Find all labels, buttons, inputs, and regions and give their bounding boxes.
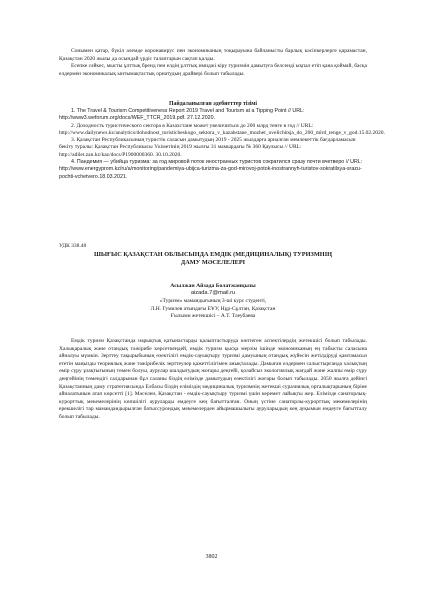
intro-paragraph: Есепке сәйкес, мысты ұлттық бренд пен елдің ұлттық имиджі кіру туризмін дамытуға белсенді ықпал етіп қана қоймай, басқа елдермен экономикалық ынтымақтастық орнатудың драйвері болып табылады. — [59, 63, 367, 77]
article-title: ШЫҒЫС ҚАЗАҚСТАН ОБЛЫСЫНДА ЕМДІК (МЕДИЦИНАЛЫҚ) ТУРИЗМНІҢ — [93, 250, 333, 258]
udk-code: УДК 338.48 — [59, 243, 87, 249]
page-number: 3802 — [205, 554, 218, 560]
author-name: Асылжан Айзада Болатжанқызы — [170, 283, 256, 289]
reference-item: 2. Доходность туристического сектора в Казахстане может увеличиться до 200 млрд тенге в год // URL: http://www.dailynews.kz/analytics/dohodnost_turisticheskogo_sektora_v_kazahstane_mozhet_uvelichitsja_do_200_mlrd_tenge_v_god.15.02.2020. — [59, 122, 385, 136]
reference-item: 4. Пандемия — убийца туризма: за год мировой поток иностранных туристов сократился сразу почти вчетверо // URL: http://www.energyprom.kz/ru/a/monitoring/pandemiya-ubijca-turizma-za-god-mirovoj-potok-inostrannyh-turistov-sokratilsya-srazu-pochti-vchetvero.18.03.2021. — [59, 159, 363, 180]
article-title: ДАМУ МӘСЕЛЕЛЕРІ — [180, 258, 246, 266]
author-email[interactable]: aizada.7@mail.ru — [190, 290, 236, 296]
article-header — [59, 243, 367, 267]
author-affiliation: «Туризм» мамандығының 3-ші курс студенті, — [159, 297, 267, 304]
body-paragraph: Емдік туризм Қазақстанда нарықтық қатынастарды қалыптастыруда көптеген аспектілердің жетекшісі болып табылады. Халықаралық және отандық тәжірибе көрсеткендей, емдік туризм қысқа мерзім ішінде экономиканың ең табысты саласына айналуы мүмкін. Зерттеу тақырыбының өзектілігі емдік-сауықтыру туризмі дамуының отандық жүйесін жетілдіруді қамтамасыз ететін маңызды теориялық және тәжірибелік зерттеулер қажеттілігімен анықталады. Дамыған елдермен салыстырғанда халықтың өмір сүру ұзақтығының төмен болуы, аурулар шалдығудың жоғары деңгейі, қолайсыз экологиялық жағдай және жалпы өмір сүру деңгейінің төмендігі салдарынан бұл саланы біздің елімізде дамытудың өзектілігі жоғары болып табылады. 2050 жылға дейінгі Қазақстанның даму стратегиясында Елбасы біздің еліміздің медициналық туризмнің жетекші суразиялық орталықтарының біріне айналатынын атап көрсетті [1]. Мәселен, Қазақстан - емдік-сауықтыру туризмі үшін керемет лайықты жер. Елімізде санаторлық-курорттық мекемелерінің көпшілігі ауруларды емдеуге кең бағытталған. Оның үстіне санаторлы-курорттық мекемелерінің ерекшелігі тар мамандандырылған батыссурондық мекемелерден айырмашылығы ауруларыдың кең ауқымын емдеуге бағытталу болып табылады. — [59, 338, 367, 420]
article-body — [59, 338, 367, 422]
author-affiliation: Л.Н. Гумилев атындағы ЕҰУ, Нұр-Сұлтан, Қазақстан — [150, 305, 276, 312]
supervisor: Ғылыми жетекшісі – А.Т. Тлеубаева — [170, 313, 256, 320]
reference-item: 1. The Travel & Tourism Competitiveness Report 2019 Travel and Tourism at a Tipping Point // URL: http://www3.weforum.org/docs/WEF_TTCR_2019.pdf. 27.12.2020. — [59, 108, 305, 122]
author-block — [59, 282, 367, 321]
references-heading: Пайдаланылған әдебиеттер тізімі — [168, 101, 257, 107]
intro-paragraph: Сонымен қатар, бүкіл әлемде коронавирус пен экономиканың тоқырауына байланысты барлық кәсіпкерлерге қарамастан, Қазақстан 2020 жылы да осындай үрдіс талаптарын сақтап қалды. — [59, 48, 367, 62]
reference-item: 3. Қазақстан Республикасының туристік саласын дамытудың 2019 - 2025 жылдарға арналған мемлекеттік бағдарламасын бекіту туралы: Қазақстан Республикасы Үкіметінің 2019 жылғы 31 мамырдағы № 360 Қаулысы // URL: http://adilet.zan.kz/kaz/docs/P1900000360. 30.10.2020. — [59, 137, 356, 158]
intro-section — [59, 48, 367, 78]
references-section — [59, 100, 385, 181]
